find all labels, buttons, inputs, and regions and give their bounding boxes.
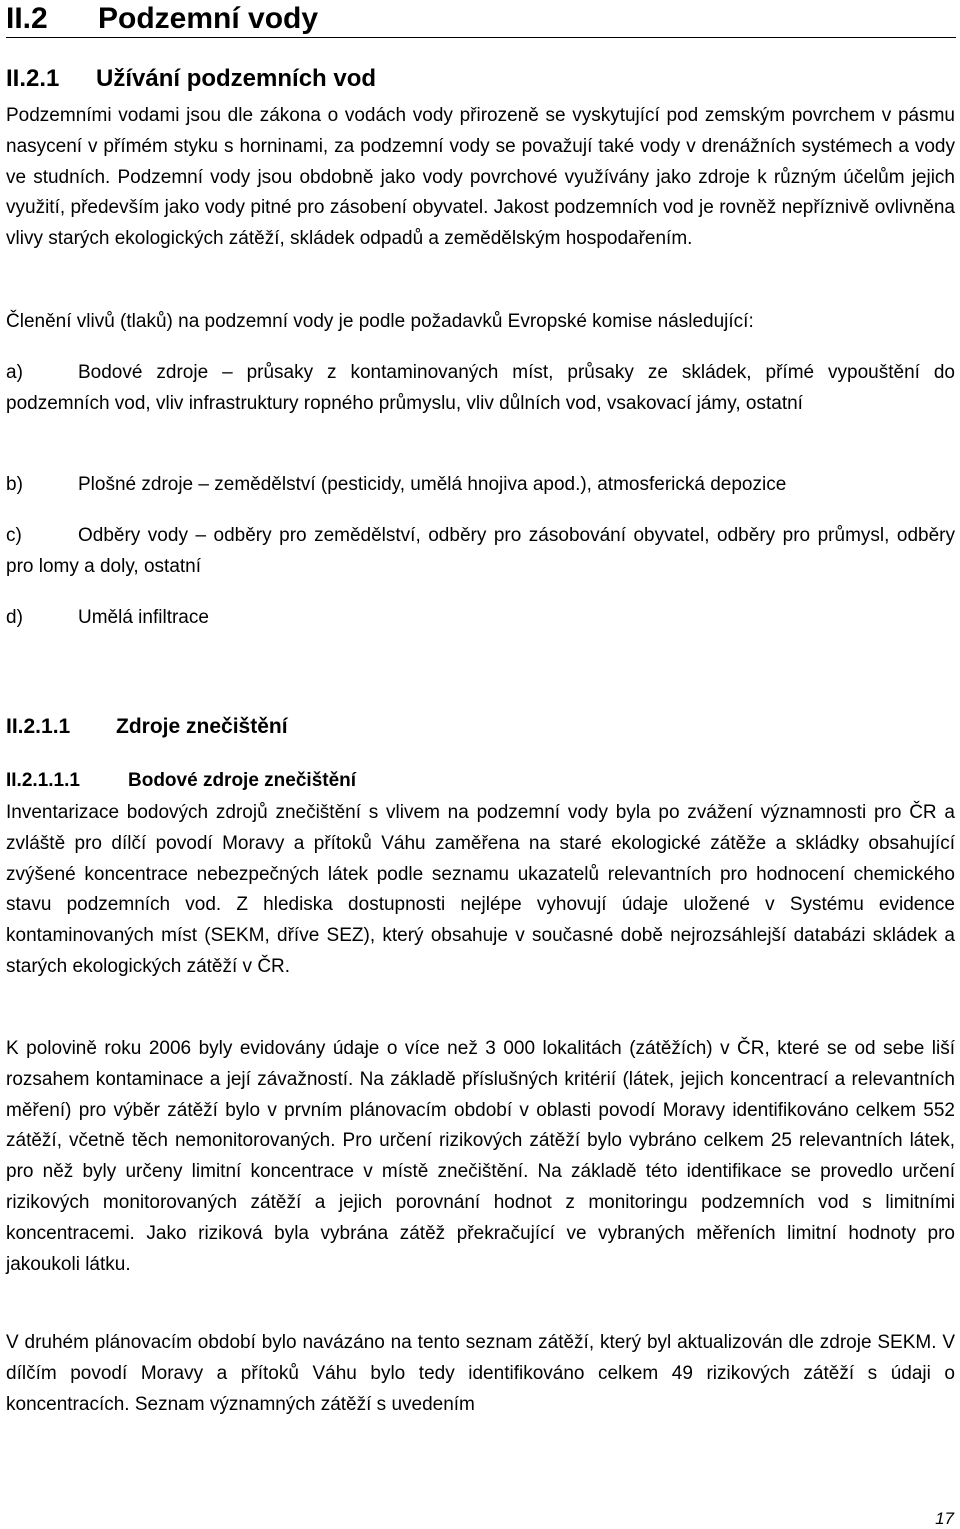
- list-item: [6, 358, 955, 420]
- list-item-text: Plošné zdroje – zemědělství (pesticidy, umělá hnojiva apod.), atmosferická depozice: [78, 474, 787, 495]
- subsubsubsection-heading: [6, 766, 356, 796]
- list-item: [6, 603, 955, 634]
- list-item-text: Odběry vody – odběry pro zemědělství, odběry pro zásobování obyvatel, odběry pro průmysl, odběry pro lomy a doly, ostatní: [6, 525, 955, 577]
- list-item-label: d): [6, 607, 23, 628]
- list-item-label: b): [6, 474, 23, 495]
- paragraph-inventory: Inventarizace bodových zdrojů znečištění s vlivem na podzemní vody byla po zvážení významnosti pro ČR a zvláště pro dílčí povodí Moravy a přítoků Váhu zaměřena na staré ekologické zátěže a skládky obsahující zvýšené koncentrace nebezpečných látek podle seznamu ukazatelů relevantních pro hodnocení chemického stavu podzemních vod. Z hlediska dostupnosti nejlépe vyhovují údaje uložené v Systému evidence kontaminovaných míst (SEKM, dříve SEZ), který obsahuje v současné době nejrozsáhlejší databázi skládek a starých ekologických zátěží v ČR.: [6, 802, 955, 977]
- subsubsection-heading: [6, 711, 288, 743]
- section-title: Podzemní vody: [98, 2, 319, 35]
- paragraph-first-period: K polovině roku 2006 byly evidovány údaje o více než 3 000 lokalitách (zátěžích) v ČR, které se od sebe liší rozsahem kontaminace a její závažností. Na základě příslušných kritérií (látek, jejich koncentrací a relevantních měření) pro výběr zátěží bylo v prvním plánovacím období v oblasti povodí Moravy identifikováno celkem 552 zátěží, včetně těch nemonitorovaných. Pro určení rizikových zátěží bylo vybráno celkem 25 relevantních látek, pro něž byly určeny limitní koncentrace v místě znečištění. Na základě této identifikace se provedlo určení rizikových monitorovaných zátěží a jejich porovnání hodnot z monitoringu podzemních vod s limitními koncentracemi. Jako riziková byla vybrána zátěž překračující ve vybraných měřeních limitní hodnoty pro jakoukoli látku.: [6, 1038, 955, 1275]
- list-item: [6, 521, 955, 583]
- list-item-text: Bodové zdroje – průsaky z kontaminovaných míst, průsaky ze skládek, přímé vypouštění do podzemních vod, vliv infrastruktury ropného průmyslu, vliv důlních vod, vsakovací jámy, ostatní: [6, 362, 955, 414]
- list-item-text: Umělá infiltrace: [78, 607, 209, 628]
- subsubsection-title: Zdroje znečištění: [116, 715, 288, 738]
- list-item: [6, 470, 955, 501]
- paragraph-intro: Podzemními vodami jsou dle zákona o vodách vody přirozeně se vyskytující pod zemským povrchem v pásmu nasycení v přímém styku s horninami, za podzemní vody se považují také vody v drenážních systémech a vody ve studních. Podzemní vody jsou obdobně jako vody povrchové využívány jako zdroje k různým účelům jejich využití, především jako vody pitné pro zásobení obyvatel. Jakost podzemních vod je rovněž nepříznivě ovlivněna vlivy starých ekologických zátěží, skládek odpadů a zemědělským hospodařením.: [6, 105, 955, 250]
- list-item-label: a): [6, 362, 23, 383]
- subsection-heading: [6, 62, 376, 96]
- subsection-title: Užívání podzemních vod: [96, 65, 377, 92]
- subsubsubsection-title: Bodové zdroje znečištění: [128, 770, 357, 791]
- section-heading: [6, 0, 318, 38]
- paragraph-second-period: V druhém plánovacím období bylo navázáno na tento seznam zátěží, který byl aktualizován dle zdroje SEKM. V dílčím povodí Moravy a přítoků Váhu bylo tedy identifikováno celkem 49 rizikových zátěží s údaji o koncentracích. Seznam významných zátěží s uvedením: [6, 1332, 955, 1415]
- heading-divider: [6, 37, 956, 38]
- subsection-number: II.2.1: [6, 65, 60, 92]
- section-number: II.2: [6, 2, 48, 35]
- page-number: 17: [935, 1509, 954, 1528]
- subsubsubsection-number: II.2.1.1.1: [6, 770, 80, 791]
- list-item-label: c): [6, 525, 22, 546]
- paragraph-breakdown: Členění vlivů (tlaků) na podzemní vody je podle požadavků Evropské komise následující:: [6, 311, 754, 332]
- subsubsection-number: II.2.1.1: [6, 715, 71, 738]
